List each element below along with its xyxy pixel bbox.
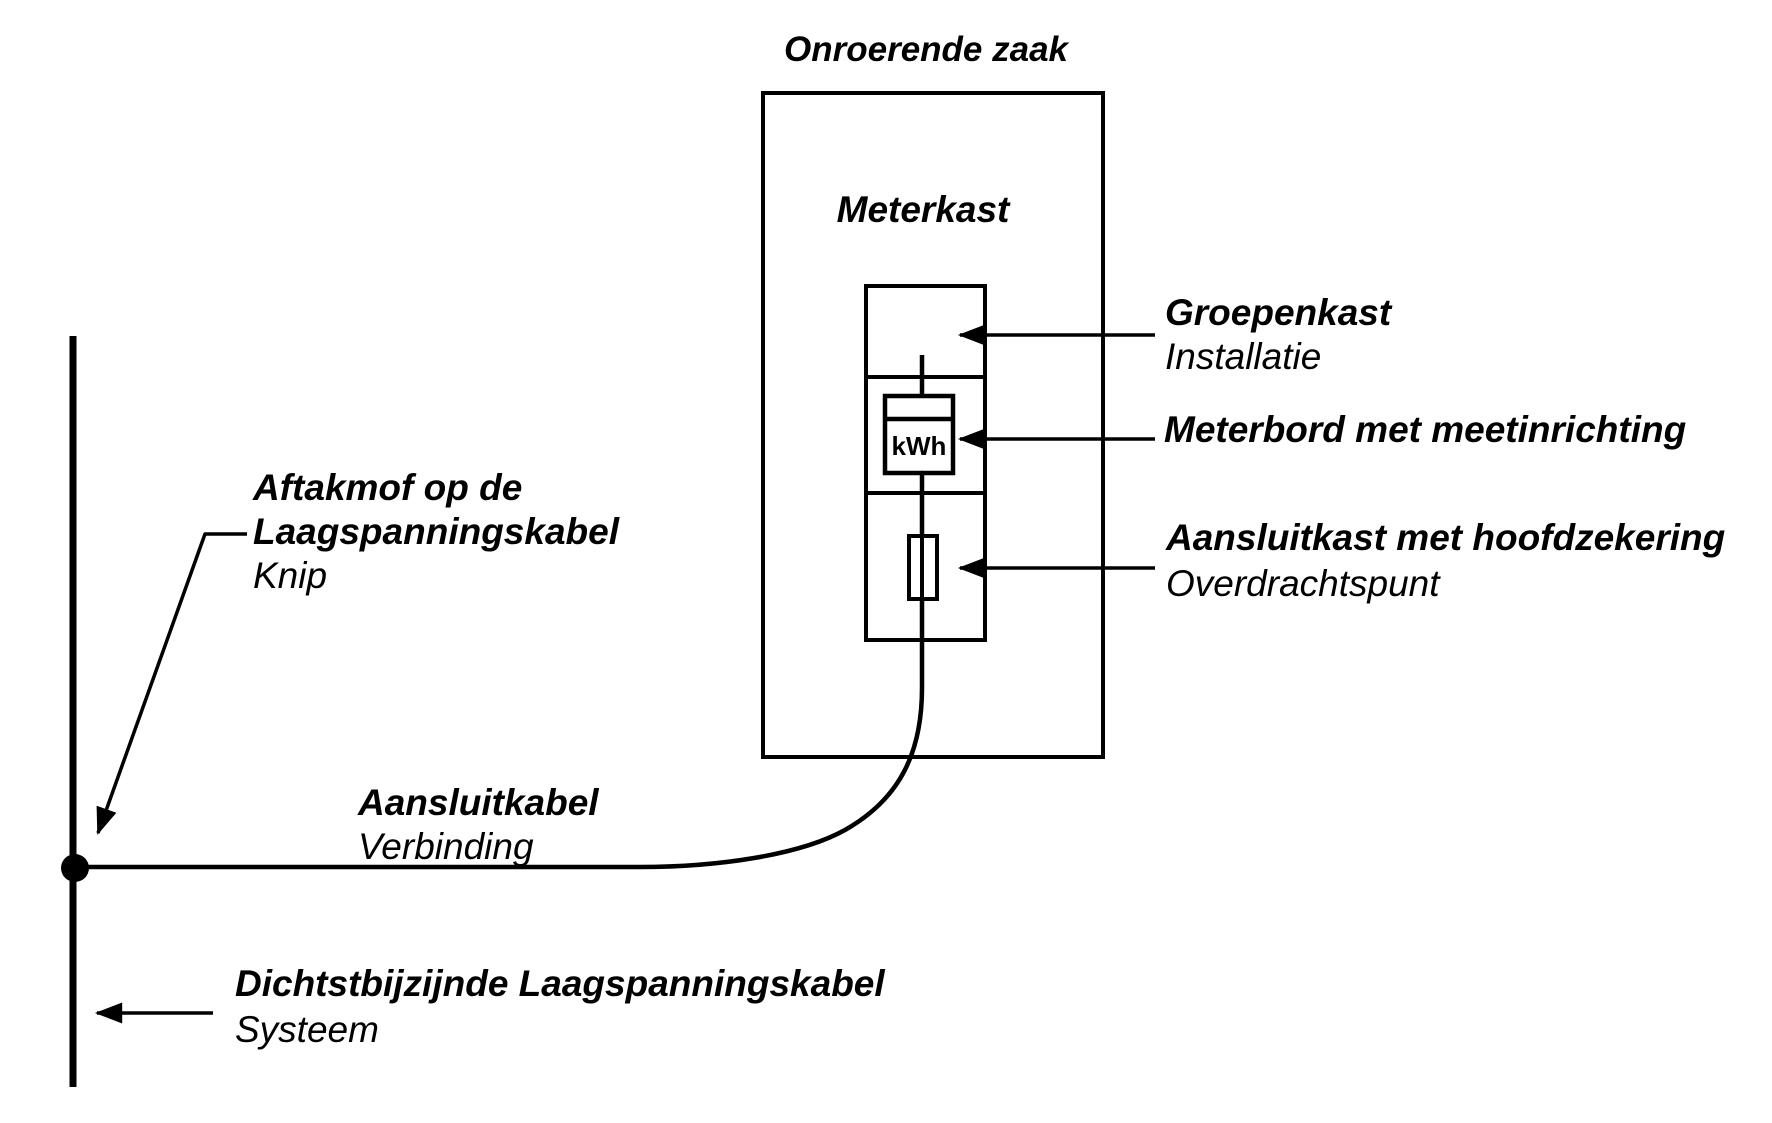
aftakmof-label-line1: Aftakmof op de [253, 467, 523, 508]
aftakmof-junction-dot [61, 854, 89, 882]
aftakmof-sublabel: Knip [253, 555, 328, 596]
groepenkast-sublabel: Installatie [1165, 336, 1322, 377]
groepenkast-callout [1165, 291, 1391, 379]
diagram-title: Onroerende zaak [784, 30, 1068, 69]
aansluitkast-label: Aansluitkast met hoofdzekering [1166, 517, 1726, 558]
aansluitkabel-label: Aansluitkabel [358, 782, 599, 823]
aansluitkast-sublabel: Overdrachtspunt [1166, 563, 1440, 604]
aansluitkabel-sublabel: Verbinding [358, 826, 534, 867]
meterbord-label: Meterbord met meetinrichting [1164, 409, 1687, 450]
aansluitkast-callout [1166, 515, 1725, 607]
meterkast-label: Meterkast [836, 189, 1010, 230]
laagspanningskabel-sublabel: Systeem [235, 1009, 379, 1050]
groepenkast-label: Groepenkast [1165, 292, 1392, 333]
aansluitkabel-callout [358, 781, 599, 869]
aftakmof-label-line2: Laagspanningskabel [253, 511, 619, 552]
laagspanningskabel-label: Dichtstbijzijnde Laagspanningskabel [235, 963, 885, 1004]
aftakmof-leader-arrow [98, 534, 247, 833]
meterbord-callout [1164, 408, 1686, 452]
kwh-meter-label: kWh [891, 431, 947, 461]
laagspanningskabel-callout [235, 961, 885, 1053]
aftakmof-callout [253, 466, 619, 598]
